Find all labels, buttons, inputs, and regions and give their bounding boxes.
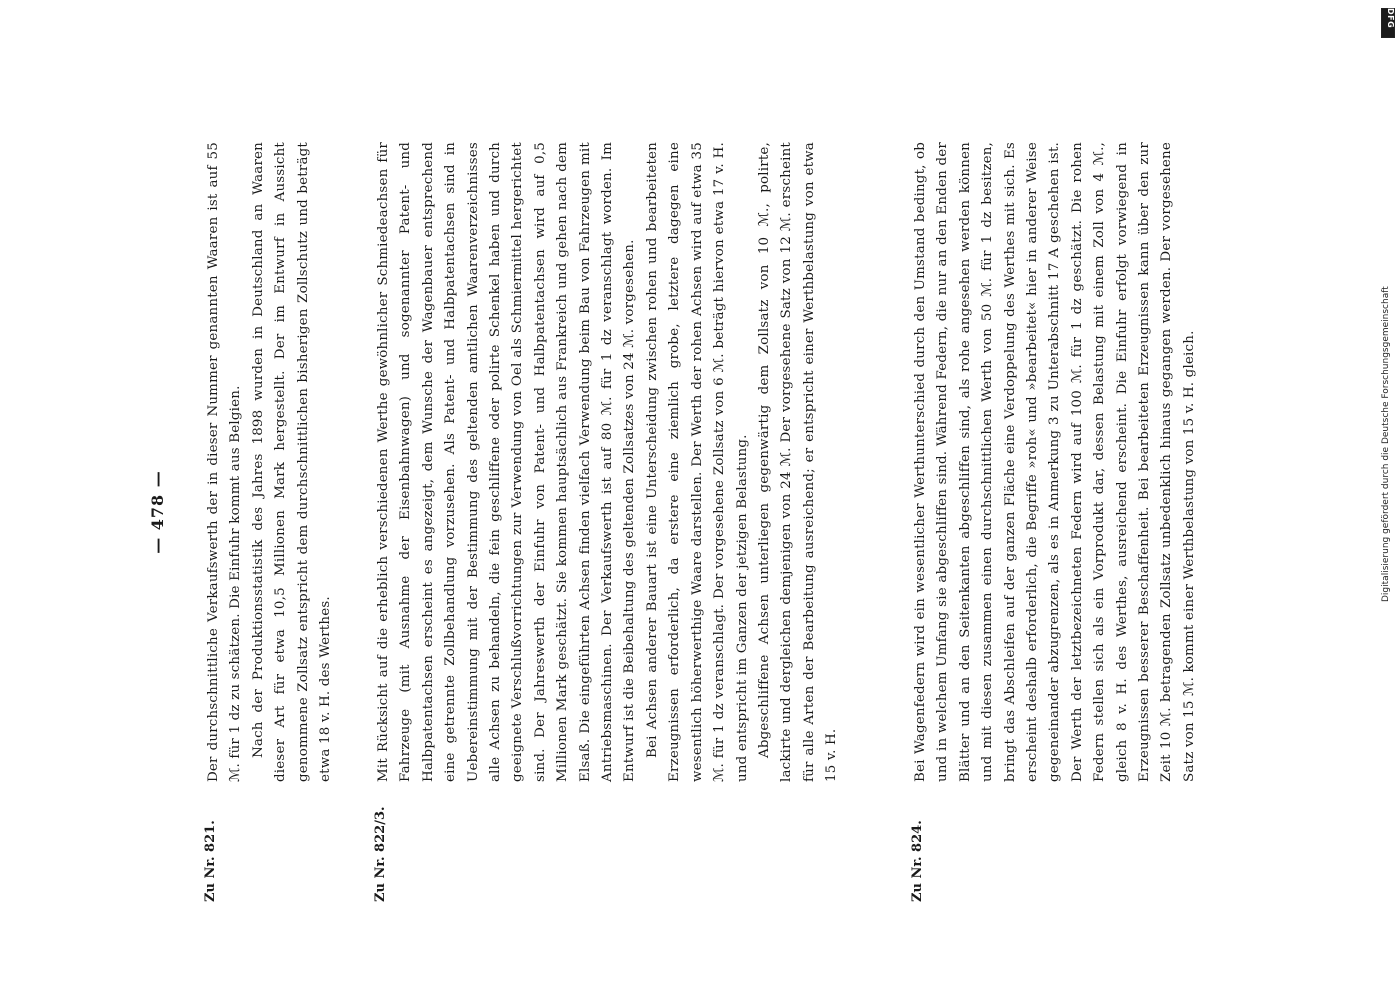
paragraph: Der durchschnittliche Verkaufswerth der in dieser Nummer genannten Waaren ist auf 55 ℳ. für 1 dz zu schätzen. Die Einfuhr kommt aus Belgien. <box>206 142 244 782</box>
section-body <box>203 142 337 782</box>
dfg-logo <box>1381 8 1395 38</box>
section-body <box>373 142 844 782</box>
section-body <box>910 142 1201 782</box>
digitization-stamp <box>1380 286 1394 602</box>
dfg-logo-text: DFG <box>1386 8 1395 29</box>
paragraph: Bei Achsen anderer Bauart ist eine Unterscheidung zwischen rohen und bearbeiteten Erzeugnissen erforderlich, da erstere eine ziemlich grobe, letztere dagegen eine wesentlich höherwerthige Waare darstellen. Der Werth der rohen Achsen wird auf etwa 35 ℳ. für 1 dz veranschlagt. Der vorgesehene Zollsatz von 6 ℳ. beträgt hiervon etwa 17 v. H. und entspricht im Ganzen der jetzigen Belastung. <box>644 142 750 782</box>
section-label: Zu Nr. 821. <box>203 820 218 902</box>
paragraph: Bei Wagenfedern wird ein wesentlicher Werthunterschied durch den Umstand bedingt, ob und in welchem Umfang sie abgeschliffen sind. Während Federn, die nur an den Enden der Blätter und an den Seitenkanten abgeschliffen sind, als rohe angesehen werden können und mit diesen zusammen einen durchschnittlichen Werth von 50 ℳ. für 1 dz besitzen, bringt das Abschleifen auf der ganzen Fläche eine Verdoppelung des Werthes mit sich. Es erscheint deshalb erforderlich, die Begriffe »roh« und »bearbeitet« hier in anderer Weise gegeneinander abzugrenzen, als es in Anmerkung 3 zu Unterabschnitt 17 A geschehen ist. Der Werth der letztbezeichneten Federn wird auf 100 ℳ. für 1 dz geschätzt. Die rohen Federn stellen sich als ein Vorprodukt dar, dessen Belastung mit einem Zoll von 4 ℳ., gleich 8 v. H. des Werthes, ausreichend erscheint. Die Einfuhr erfolgt vorwiegend in Erzeugnissen besserer Beschaffenheit. Bei bearbeiteten Erzeugnissen kann über den zur Zeit 10 ℳ. betragenden Zollsatz unbedenklich hinaus gegangen werden. Der vorgesehene Satz von 15 ℳ. kommt einer Werthbelastung von 15 v. H. gleich. <box>913 142 1197 782</box>
stamp-text: Digitalisierung gefördert durch die Deutsche Forschungsgemeinschaft <box>1381 286 1391 602</box>
section-label: Zu Nr. 822/3. <box>373 806 388 902</box>
paragraph: Abgeschliffene Achsen unterliegen gegenwärtig dem Zollsatz von 10 ℳ., polirte, lackirte und dergleichen demjenigen von 24 ℳ. Der vorgesehene Satz von 12 ℳ. erscheint für alle Arten der Bearbeitung ausreichend; er entspricht einer Werthbelastung von etwa 15 v. H. <box>756 142 840 782</box>
page-number: — 478 — <box>148 470 167 554</box>
section-label: Zu Nr. 824. <box>910 820 925 902</box>
document-page <box>148 122 1258 902</box>
paragraph: Mit Rücksicht auf die erheblich verschiedenen Werthe gewöhnlicher Schmiedeachsen für Fahrzeuge (mit Ausnahme der Eisenbahnwagen) und sogenannter Patent- und Halbpatentachsen erscheint es angezeigt, dem Wunsche der Wagenbauer entsprechend eine getrennte Zollbehandlung vorzusehen. Als Patent- und Halbpatentachsen sind in Uebereinstimmung mit der Bestimmung des geltenden amtlichen Waarenverzeichnisses alle Achsen zu behandeln, die fein geschliffene oder polirte Schenkel haben und durch geeignete Verschlußvorrichtungen zur Verwendung von Oel als Schmiermittel hergerichtet sind. Der Jahreswerth der Einfuhr von Patent- und Halbpatentachsen wird auf 0,5 Millionen Mark geschätzt. Sie kommen hauptsächlich aus Frankreich und gehen nach dem Elsaß. Die eingeführten Achsen finden vielfach Verwendung beim Bau von Fahrzeugen mit Antriebsmaschinen. Der Verkaufswerth ist auf 80 ℳ. für 1 dz veranschlagt worden. Im Entwurf ist die Beibehaltung des geltenden Zollsatzes von 24 ℳ. vorgesehen. <box>376 142 638 782</box>
paragraph: Nach der Produktionsstatistik des Jahres 1898 wurden in Deutschland an Waaren dieser Art für etwa 10,5 Millionen Mark hergestellt. Der im Entwurf in Aussicht genommene Zollsatz entspricht dem durchschnittlichen bisherigen Zollschutz und beträgt etwa 18 v. H. des Werthes. <box>250 142 334 782</box>
